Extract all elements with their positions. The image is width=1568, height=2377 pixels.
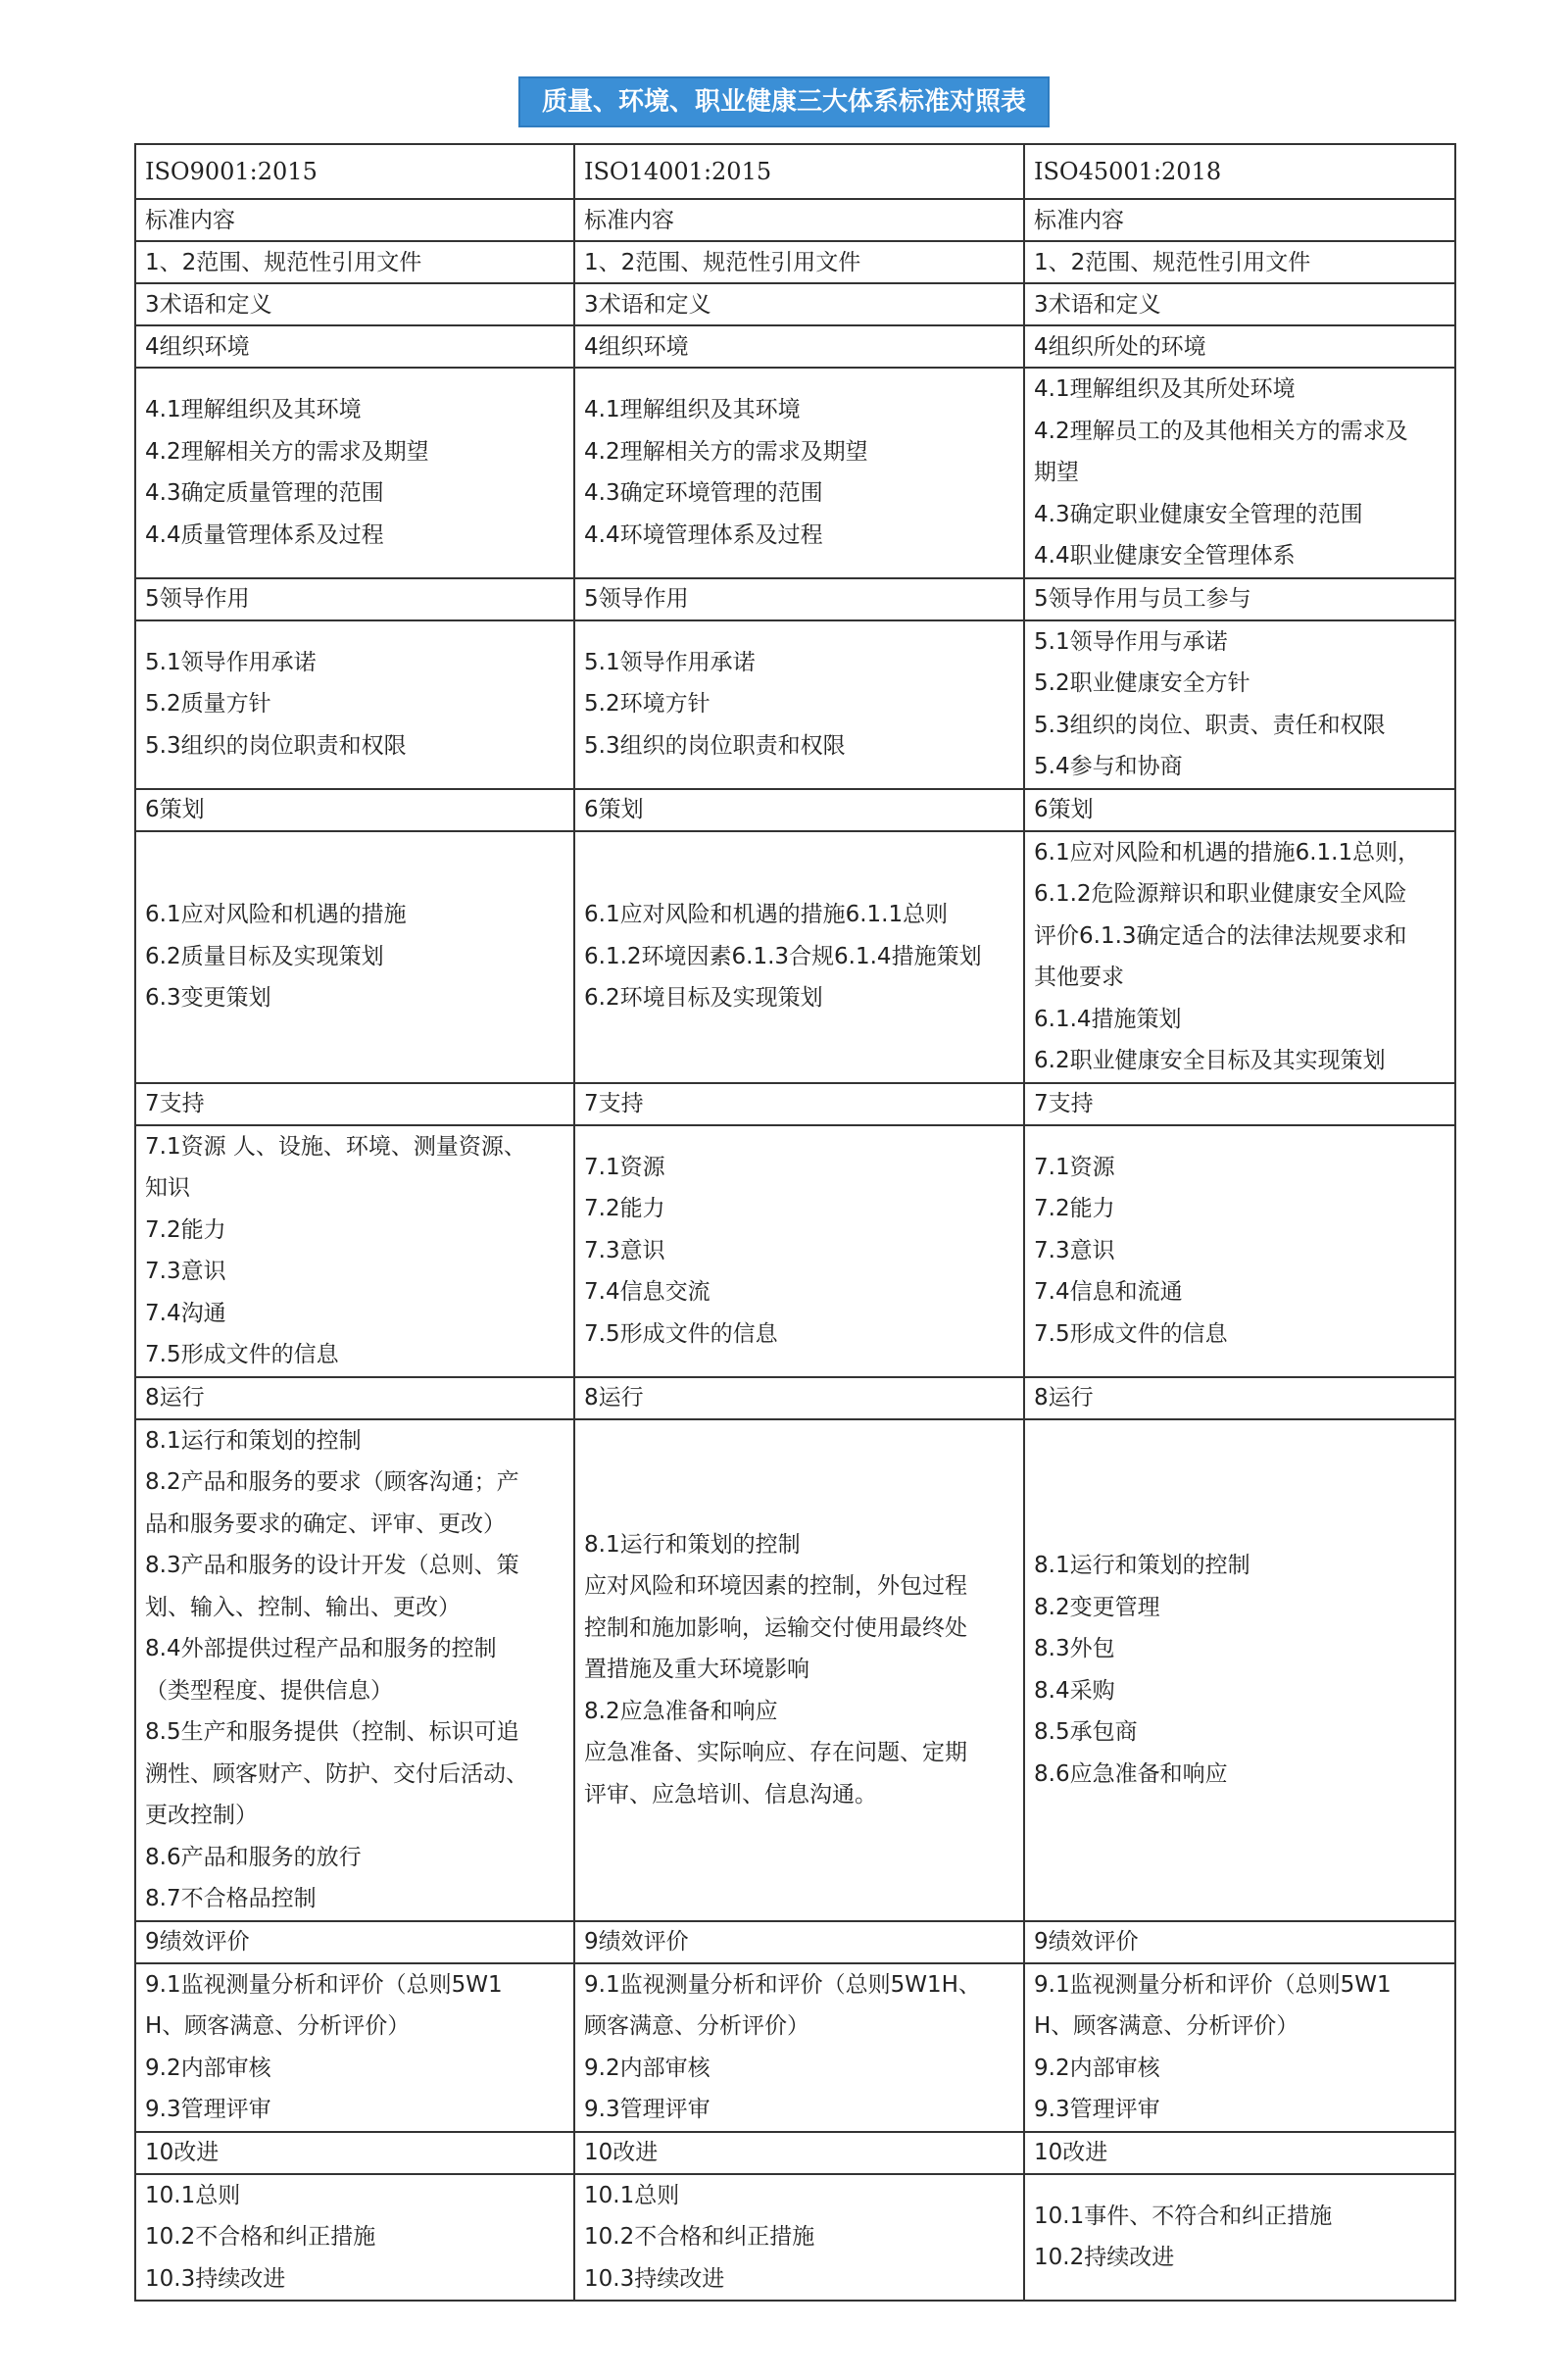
cell-text: 8.4采购 — [1034, 1677, 1115, 1704]
table-cell — [135, 1377, 574, 1419]
cell-text: 6.1.2危险源辩识和职业健康安全风险 — [1034, 881, 1407, 907]
cell-text: 8.7不合格品控制 — [145, 1886, 317, 1911]
cell-text: 9.2内部审核 — [145, 2055, 271, 2081]
table-cell — [574, 789, 1024, 831]
table-cell — [1024, 241, 1455, 283]
cell-text: 8.1运行和策划的控制 — [145, 1427, 362, 1454]
section-row — [135, 283, 1455, 325]
cell-text: 9绩效评价 — [584, 1929, 689, 1955]
table-cell — [574, 283, 1024, 325]
cell-text: 10改进 — [145, 2140, 220, 2165]
cell-text: 8.3外包 — [1034, 1636, 1115, 1661]
cell-text: 4.4职业健康安全管理体系 — [1034, 543, 1296, 569]
cell-text: 4组织环境 — [145, 333, 250, 360]
section-row — [135, 241, 1455, 283]
section-row — [135, 789, 1455, 831]
table-cell — [574, 241, 1024, 283]
table-cell — [135, 368, 574, 578]
table-cell — [574, 1377, 1024, 1419]
cell-text: 更改控制） — [145, 1803, 258, 1828]
table-cell — [135, 620, 574, 789]
cell-text: 6.1.2环境因素6.1.3合规6.1.4措施策划 — [584, 943, 982, 969]
table-cell — [574, 368, 1024, 578]
cell-text: 6.2职业健康安全目标及其实现策划 — [1034, 1048, 1386, 1073]
cell-text: 7.3意识 — [145, 1259, 226, 1284]
cell-text: 8.5承包商 — [1034, 1719, 1138, 1745]
section-row — [135, 2132, 1455, 2174]
section-row — [135, 578, 1455, 620]
cell-text: 应对风险和环境因素的控制，外包过程 — [584, 1573, 967, 1600]
cell-text: 5.1领导作用与承诺 — [1034, 628, 1228, 655]
cell-text: 7.2能力 — [1034, 1196, 1115, 1222]
table-cell — [135, 2174, 574, 2302]
cell-text: 7支持 — [1034, 1091, 1094, 1116]
cell-text: 其他要求 — [1034, 965, 1124, 990]
table-cell — [1024, 1125, 1455, 1377]
cell-text: 3术语和定义 — [584, 291, 711, 318]
table-cell — [1024, 1377, 1455, 1419]
cell-text: 7支持 — [145, 1091, 205, 1116]
cell-text: 8.2变更管理 — [1034, 1594, 1160, 1620]
section-row — [135, 325, 1455, 368]
table-cell — [574, 1921, 1024, 1963]
table-cell — [1024, 1963, 1455, 2132]
cell-text: 4.2理解相关方的需求及期望 — [145, 438, 429, 465]
cell-text: 8.1运行和策划的控制 — [584, 1531, 801, 1558]
header-iso45001: ISO45001:2018 — [1024, 144, 1455, 199]
cell-text: 4组织所处的环境 — [1034, 333, 1206, 360]
table-cell — [574, 2132, 1024, 2174]
cell-text: 6.2质量目标及实现策划 — [145, 943, 384, 969]
table-cell — [1024, 620, 1455, 789]
table-cell — [574, 578, 1024, 620]
cell-text: 6策划 — [1034, 797, 1094, 822]
cell-text: 9.3管理评审 — [145, 2097, 271, 2122]
cell-text: 评审、应急培训、信息沟通。 — [584, 1781, 877, 1808]
cell-text: 7.3意识 — [584, 1237, 665, 1263]
cell-text: 6.1.4措施策划 — [1034, 1006, 1182, 1032]
table-cell — [1024, 2132, 1455, 2174]
cell-text: 5.4参与和协商 — [1034, 754, 1183, 779]
table-cell — [574, 1963, 1024, 2132]
cell-text: 8.5生产和服务提供（控制、标识可追 — [145, 1719, 519, 1745]
cell-text: 9.2内部审核 — [584, 2055, 710, 2081]
table-cell — [135, 789, 574, 831]
section-row — [135, 1921, 1455, 1963]
table-cell — [574, 199, 1024, 241]
cell-text: 控制和施加影响，运输交付使用最终处 — [584, 1614, 967, 1641]
table-cell — [1024, 789, 1455, 831]
cell-text: 5领导作用 — [584, 586, 689, 612]
cell-text: 5领导作用与员工参与 — [1034, 586, 1251, 612]
cell-text: 3术语和定义 — [145, 291, 272, 318]
section-row — [135, 199, 1455, 241]
table-cell — [1024, 578, 1455, 620]
title-container — [0, 76, 1568, 127]
cell-text: 4.1理解组织及其环境 — [584, 397, 801, 423]
cell-text: 7.1资源 — [584, 1154, 665, 1180]
cell-text: 标准内容 — [145, 207, 235, 233]
page-title: 质量、环境、职业健康三大体系标准对照表 — [518, 76, 1050, 127]
cell-text: 5.1领导作用承诺 — [584, 649, 756, 675]
cell-text: 10改进 — [1034, 2140, 1108, 2165]
cell-text: 8.6应急准备和响应 — [1034, 1760, 1228, 1787]
table-cell — [1024, 199, 1455, 241]
cell-text: 8运行 — [145, 1385, 205, 1411]
cell-text: 7.1资源 人、设施、环境、测量资源、 — [145, 1133, 526, 1160]
cell-text: 6.1应对风险和机遇的措施6.1.1总则， — [1034, 839, 1421, 866]
cell-text: 6策划 — [584, 797, 644, 822]
cell-text: 8.4外部提供过程产品和服务的控制 — [145, 1636, 497, 1661]
table-cell — [135, 1921, 574, 1963]
cell-text: 5.1领导作用承诺 — [145, 649, 317, 675]
table-cell — [574, 1083, 1024, 1125]
cell-text: 3术语和定义 — [1034, 291, 1161, 318]
table-cell — [135, 1125, 574, 1377]
cell-text: 8.2应急准备和响应 — [584, 1698, 778, 1724]
cell-text: （类型程度、提供信息） — [145, 1677, 393, 1704]
table-cell — [135, 831, 574, 1083]
cell-text: 9绩效评价 — [1034, 1929, 1139, 1955]
cell-text: 7.4信息交流 — [584, 1279, 710, 1306]
cell-text: 7.5形成文件的信息 — [584, 1320, 778, 1347]
cell-text: 4.2理解相关方的需求及期望 — [584, 438, 868, 465]
table-header-row — [135, 144, 1455, 199]
cell-text: 5.3组织的岗位职责和权限 — [145, 732, 407, 759]
table-cell — [135, 325, 574, 368]
cell-text: 10.3持续改进 — [145, 2265, 286, 2292]
table-cell — [574, 620, 1024, 789]
cell-text: 标准内容 — [584, 207, 674, 233]
table-cell — [1024, 368, 1455, 578]
cell-text: 9.1监视测量分析和评价（总则5W1 — [1034, 1971, 1392, 1998]
cell-text: 9.2内部审核 — [1034, 2055, 1160, 2081]
table-cell — [135, 199, 574, 241]
cell-text: 5.3组织的岗位、职责、责任和权限 — [1034, 712, 1386, 738]
cell-text: 期望 — [1034, 460, 1079, 485]
cell-text: 4.3确定职业健康安全管理的范围 — [1034, 501, 1363, 527]
cell-text: 9.3管理评审 — [1034, 2097, 1160, 2122]
cell-text: 8.3产品和服务的设计开发（总则、策 — [145, 1553, 519, 1578]
table-cell — [135, 241, 574, 283]
cell-text: 溯性、顾客财产、防护、交付后活动、 — [145, 1760, 528, 1787]
cell-text: 顾客满意、分析评价） — [584, 2013, 809, 2039]
content-row — [135, 831, 1455, 1083]
cell-text: 4.4环境管理体系及过程 — [584, 521, 823, 548]
table-cell — [574, 2174, 1024, 2302]
cell-text: 4.4质量管理体系及过程 — [145, 521, 384, 548]
cell-text: 品和服务要求的确定、评审、更改） — [145, 1510, 506, 1537]
table-cell — [135, 1963, 574, 2132]
cell-text: 10.1总则 — [584, 2182, 680, 2208]
cell-text: 5.2环境方针 — [584, 691, 710, 718]
table-cell — [1024, 283, 1455, 325]
table-cell — [1024, 325, 1455, 368]
cell-text: 6.3变更策划 — [145, 985, 271, 1012]
cell-text: 10.2不合格和纠正措施 — [145, 2224, 376, 2250]
cell-text: 7.1资源 — [1034, 1154, 1115, 1180]
cell-text: 9.3管理评审 — [584, 2097, 710, 2122]
cell-text: 7.2能力 — [584, 1196, 665, 1222]
cell-text: 应急准备、实际响应、存在问题、定期 — [584, 1740, 967, 1766]
table-cell — [135, 2132, 574, 2174]
content-row — [135, 1125, 1455, 1377]
cell-text: 7.3意识 — [1034, 1237, 1115, 1263]
cell-text: 7.5形成文件的信息 — [145, 1342, 339, 1367]
cell-text: 10.2不合格和纠正措施 — [584, 2224, 815, 2250]
cell-text: 评价6.1.3确定适合的法律法规要求和 — [1034, 922, 1407, 949]
cell-text: 4.1理解组织及其所处环境 — [1034, 376, 1296, 402]
table-cell — [135, 1083, 574, 1125]
cell-text: 10.1事件、不符合和纠正措施 — [1034, 2203, 1333, 2229]
cell-text: 10.1总则 — [145, 2182, 241, 2208]
table-cell — [1024, 831, 1455, 1083]
table-cell — [1024, 2174, 1455, 2302]
cell-text: 5.2质量方针 — [145, 691, 271, 718]
cell-text: 6策划 — [145, 797, 205, 822]
cell-text: 6.2环境目标及实现策划 — [584, 985, 823, 1012]
content-row — [135, 2174, 1455, 2302]
table-cell — [574, 1125, 1024, 1377]
table-cell — [135, 1419, 574, 1921]
cell-text: H、顾客满意、分析评价） — [1034, 2013, 1299, 2039]
header-iso9001: ISO9001:2015 — [135, 144, 574, 199]
cell-text: 5.3组织的岗位职责和权限 — [584, 732, 846, 759]
cell-text: 8.6产品和服务的放行 — [145, 1844, 362, 1870]
cell-text: 8运行 — [1034, 1385, 1094, 1411]
cell-text: 5.2职业健康安全方针 — [1034, 670, 1250, 696]
cell-text: 知识 — [145, 1175, 190, 1201]
table-cell — [1024, 1419, 1455, 1921]
cell-text: 10.2持续改进 — [1034, 2245, 1175, 2271]
cell-text: 8运行 — [584, 1385, 644, 1411]
table-cell — [1024, 1921, 1455, 1963]
cell-text: H、顾客满意、分析评价） — [145, 2013, 411, 2039]
cell-text: 10改进 — [584, 2140, 659, 2165]
table-cell — [574, 1419, 1024, 1921]
cell-text: 1、2范围、规范性引用文件 — [145, 249, 422, 275]
cell-text: 10.3持续改进 — [584, 2265, 725, 2292]
cell-text: 划、输入、控制、输出、更改） — [145, 1594, 461, 1620]
cell-text: 4.2理解员工的及其他相关方的需求及 — [1034, 418, 1408, 444]
cell-text: 6.1应对风险和机遇的措施6.1.1总则 — [584, 902, 949, 928]
content-row — [135, 620, 1455, 789]
cell-text: 9.1监视测量分析和评价（总则5W1H、 — [584, 1971, 981, 1998]
table-cell — [135, 578, 574, 620]
section-row — [135, 1377, 1455, 1419]
table-cell — [574, 325, 1024, 368]
header-iso14001: ISO14001:2015 — [574, 144, 1024, 199]
cell-text: 4.3确定环境管理的范围 — [584, 480, 823, 507]
cell-text: 标准内容 — [1034, 207, 1124, 233]
cell-text: 4.1理解组织及其环境 — [145, 397, 362, 423]
content-row — [135, 1963, 1455, 2132]
cell-text: 7.4信息和流通 — [1034, 1279, 1183, 1306]
content-row — [135, 1419, 1455, 1921]
cell-text: 9绩效评价 — [145, 1929, 250, 1955]
cell-text: 置措施及重大环境影响 — [584, 1657, 809, 1683]
section-row — [135, 1083, 1455, 1125]
table-cell — [135, 283, 574, 325]
cell-text: 4.3确定质量管理的范围 — [145, 480, 384, 507]
cell-text: 7支持 — [584, 1091, 644, 1116]
table-cell — [1024, 1083, 1455, 1125]
cell-text: 8.1运行和策划的控制 — [1034, 1553, 1250, 1578]
cell-text: 9.1监视测量分析和评价（总则5W1 — [145, 1971, 503, 1998]
standards-comparison-table — [134, 143, 1456, 2302]
cell-text: 4组织环境 — [584, 333, 689, 360]
cell-text: 1、2范围、规范性引用文件 — [1034, 249, 1311, 275]
cell-text: 7.2能力 — [145, 1216, 226, 1243]
cell-text: 1、2范围、规范性引用文件 — [584, 249, 861, 275]
content-row — [135, 368, 1455, 578]
cell-text: 6.1应对风险和机遇的措施 — [145, 902, 407, 928]
cell-text: 5领导作用 — [145, 586, 250, 612]
cell-text: 7.4沟通 — [145, 1300, 226, 1326]
cell-text: 7.5形成文件的信息 — [1034, 1320, 1228, 1347]
cell-text: 8.2产品和服务的要求（顾客沟通；产 — [145, 1469, 519, 1495]
table-cell — [574, 831, 1024, 1083]
